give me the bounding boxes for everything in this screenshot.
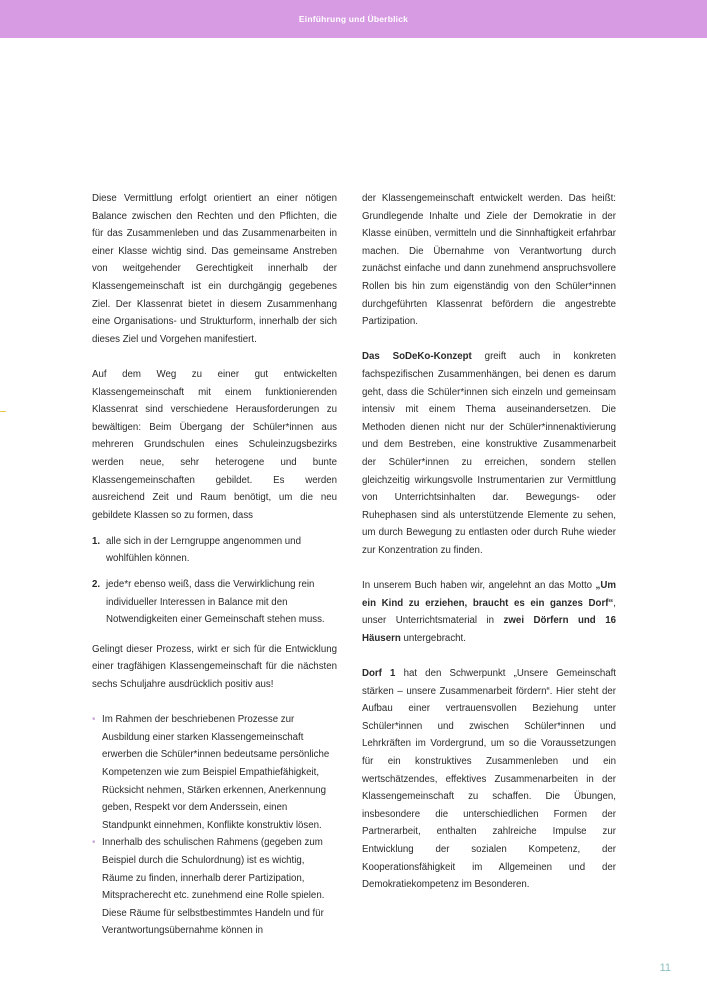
margin-mark <box>0 411 6 412</box>
list-item-text: Im Rahmen der beschriebenen Prozesse zur Ausbildung einer starken Klassengemeinschaft erwerben die Schüler*innen bedeutsame persönliche Kompetenzen wie zum Beispiel Empathiefähigkeit, Rücksicht nehmen, Stärken erkennen, Anerkennung geben, Respekt vor dem Anderssein, einen Standpunkt einnehmen, Konflikte konstruktiv lösen. <box>102 714 330 831</box>
bullet-icon: • <box>92 837 96 849</box>
header-band <box>0 0 707 38</box>
paragraph-text: greift auch in konkreten fachspezifischen Zusammenhängen, bei denen es darum geht, dass die Schüler*innen sich einzeln und gemeinsam intensiv mit einem Thema auseinandersetzen. Die Methoden dienen nicht nur der Schüler*innenaktivierung und dem Bestreben, eine konstruktive Zusammenarbeit der Schüler*innen zu erreichen, sondern stellen gleichzeitig wirkungsvolle Instrumentarien zur Vermittlung von Unterrichtsinhalten dar. Bewegungs- oder Ruhephasen sind als unterstützende Elemente zu sehen, um durch Bewegung zu entlasten oder durch Ruhe wieder zur Konzentration zu finden. <box>362 351 616 556</box>
village-name: Dorf 1 <box>362 668 396 680</box>
villages-houses: zwei Dörfern und 16 Häusern <box>362 615 616 644</box>
paragraph-text: In unserem Buch haben wir, angelehnt an das Motto <box>362 580 596 592</box>
left-column <box>92 190 337 940</box>
list-item <box>92 576 337 629</box>
bullet-list <box>92 711 337 940</box>
concept-name: Das SoDeKo-Konzept <box>362 351 472 363</box>
paragraph: der Klassengemeinschaft entwickelt werden. Das heißt: Grundlegende Inhalte und Ziele der Demokratie in der Klasse einüben, vermitteln und die Sinnhaftigkeit erfahrbar machen. Die Übernahme von Verantwortung durch zunächst einfache und dann zunehmend anspruchsvollere Rollen bis hin zum eigenständig von den Schüler*innen durchgeführten Klassenrat befördern die angestrebte Partizipation. <box>362 193 616 328</box>
paragraph-text: , unser Unterrichtsmaterial in <box>362 597 616 627</box>
chapter-title: Einführung und Überblick <box>298 14 409 24</box>
paragraph <box>362 348 616 559</box>
page-number: 11 <box>659 962 671 974</box>
paragraph: Auf dem Weg zu einer gut entwickelten Klassengemeinschaft mit einem funktionierenden Klassenrat sind verschiedene Herausforderungen zu bewältigen: Beim Übergang der Schüler*innen aus mehreren Grundschulen eines Schuleinzugsbezirks werden neue, sehr heterogene und bunte Klassengemeinschaften gebildet. Es werden ausreichend Zeit und Raum benötigt, um die neu gebildete Klassen so zu formen, dass <box>92 368 337 521</box>
list-item-text: Innerhalb des schulischen Rahmens (gegeben zum Beispiel durch die Schulordnung) ist es wichtig, Räume zu finden, innerhalb derer Partizipation, Mitspracherecht etc. zunehmend eine Rolle spielen. Diese Räume für selbstbestimmtes Handeln und für Verantwortungsübernahme können in <box>102 837 325 937</box>
paragraph-text: hat den Schwerpunkt „Unsere Gemeinschaft stärken – unsere Zusammenarbeit fördern“. Hier steht der Aufbau einer vertrauensvollen Beziehung unter Schüler*innen und zwischen Schüler*innen und Lehrkräften im Vordergrund, um so die Voraussetzungen für ein konstruktives Zusammenleben und ein wertschätzendes, effektives Zusammenarbeiten in der Klassengemeinschaft zu schaffen. Die Übungen, insbesondere die unterschiedlichen Formen der Partnerarbeit, enthalten zahlreiche Impulse zur Entwicklung der sozialen Kompetenz, der Kooperationsfähigkeit im Allgemeinen und der Demokratiekompetenz im Besonderen. <box>362 668 616 891</box>
motto: „Um ein Kind zu erziehen, braucht es ein ganzes Dorf“ <box>362 580 616 609</box>
paragraph: Gelingt dieser Prozess, wirkt er sich für die Entwicklung einer tragfähigen Klassengemeinschaft für die nächsten sechs Schuljahre ausdrücklich positiv aus! <box>92 643 337 691</box>
bullet-icon: • <box>92 714 96 726</box>
paragraph <box>362 665 616 894</box>
numbered-list <box>92 533 337 629</box>
right-column <box>362 190 616 911</box>
paragraph <box>362 577 616 647</box>
list-item-text: jede*r ebenso weiß, dass die Verwirklichung rein individueller Interessen in Balance mit den Notwendigkeiten einer Gemeinschaft stehen muss. <box>106 579 325 626</box>
list-item <box>92 711 337 834</box>
list-item-text: alle sich in der Lerngruppe angenommen und wohlfühlen können. <box>106 535 301 565</box>
paragraph: Diese Vermittlung erfolgt orientiert an einer nötigen Balance zwischen den Rechten und den Pflichten, die für das Zusammenleben und das Zusammenarbeiten in einer Klasse wichtig sind. Das gemeinsame Anstreben von weitgehender Gerechtigkeit innerhalb der Klassengemeinschaft ist ein durchgängig gegebenes Ziel. Der Klassenrat bietet in diesem Zusammenhang eine Organisations- und Strukturform, innerhalb der sich dieses Ziel und Vorgehen manifestiert. <box>92 193 337 345</box>
paragraph-text: untergebracht. <box>400 632 466 644</box>
list-item <box>92 533 337 568</box>
list-item <box>92 834 337 940</box>
list-number: 1. <box>92 535 101 547</box>
list-number: 2. <box>92 579 101 591</box>
